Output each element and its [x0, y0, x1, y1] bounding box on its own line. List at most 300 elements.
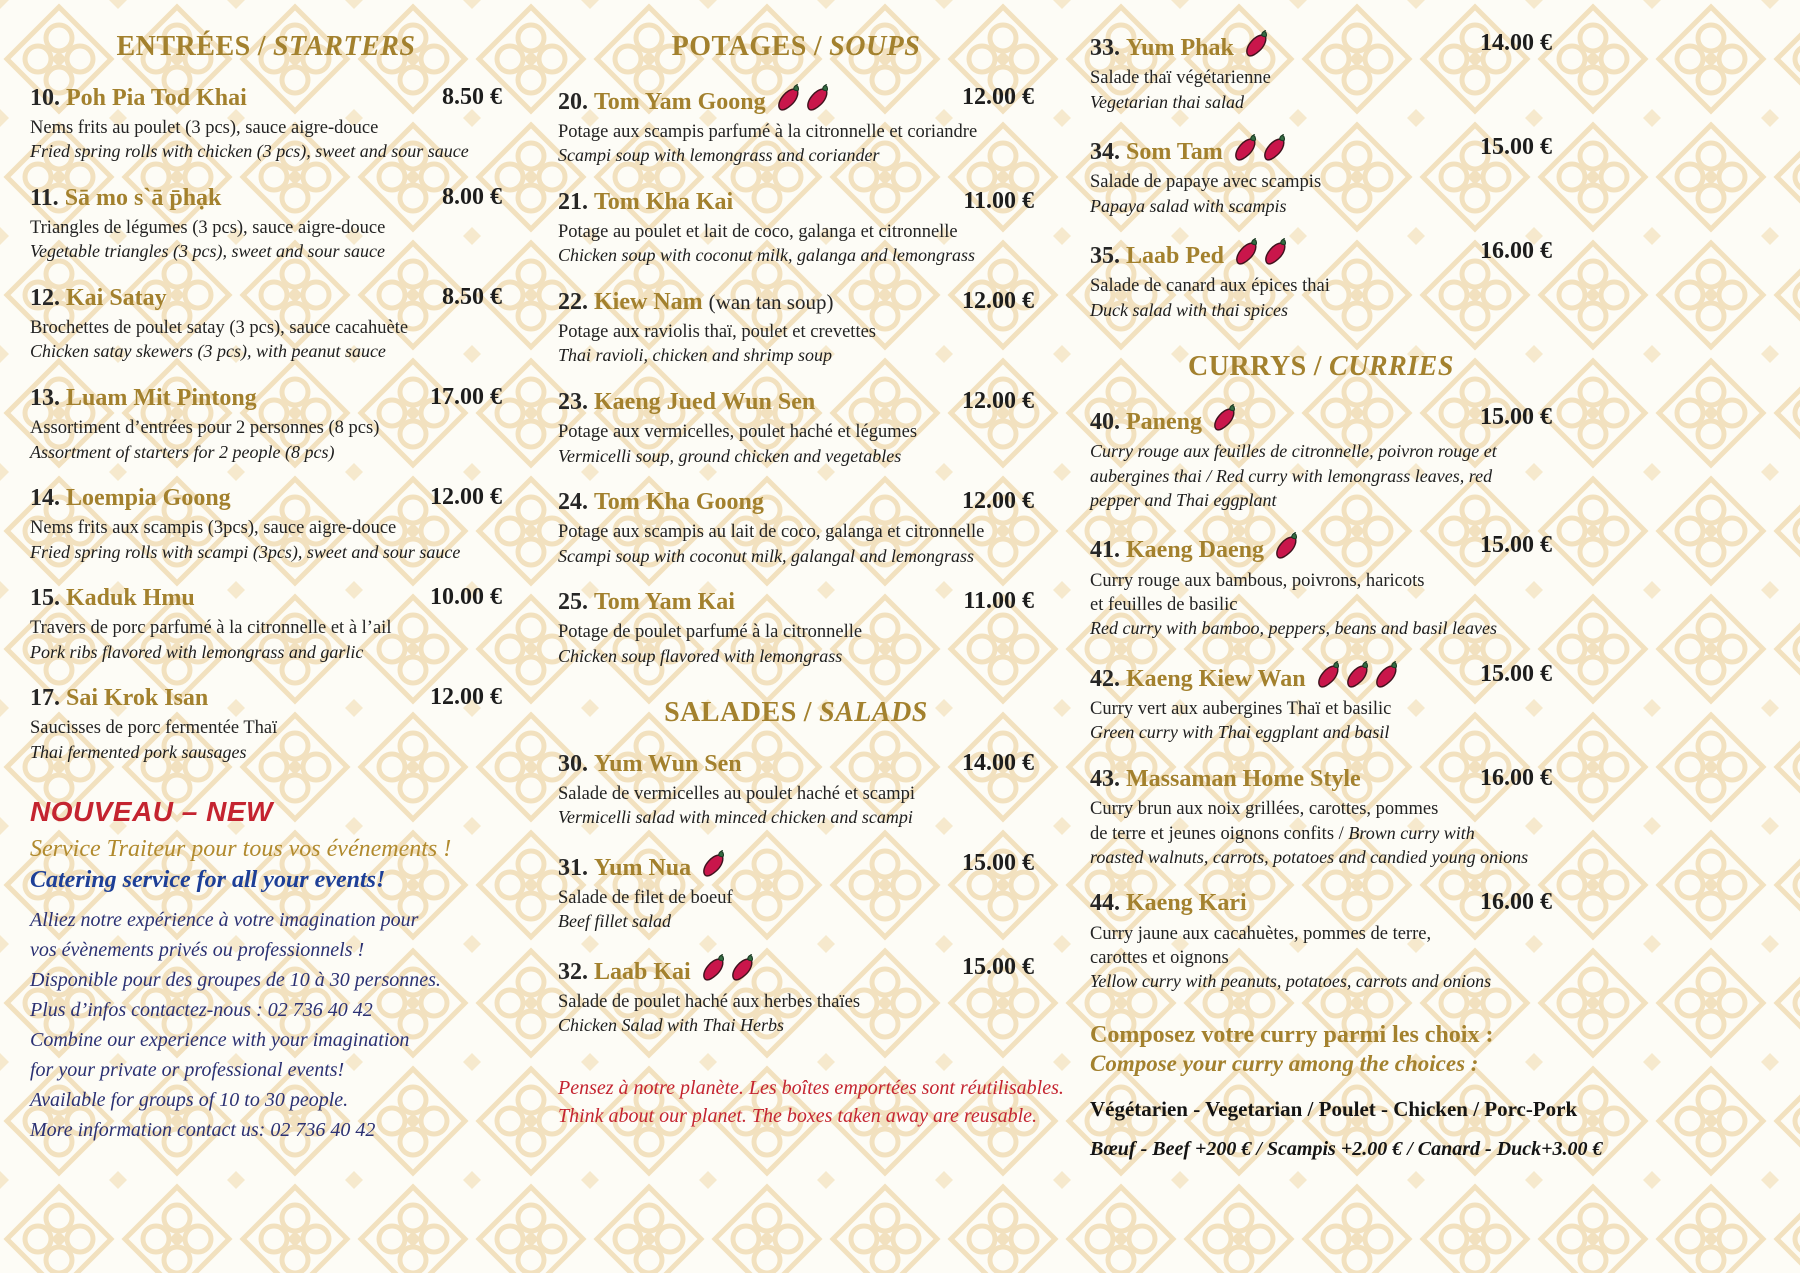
- item-description: [30, 416, 502, 465]
- description-line: [1090, 465, 1552, 489]
- item-header: [30, 484, 502, 513]
- item-header: [30, 584, 502, 613]
- description-en: Assortment of starters for 2 people (8 pcs): [30, 441, 335, 462]
- menu-item: [558, 288, 1034, 369]
- menu-item: [558, 488, 1034, 569]
- item-title: [1090, 765, 1361, 794]
- item-description: [558, 990, 1034, 1039]
- description-line: [30, 541, 502, 565]
- item-number: 31.: [558, 854, 588, 881]
- compose-title-fr: Composez votre curry parmi les choix :: [1090, 1021, 1494, 1048]
- item-header: [558, 750, 1034, 779]
- description-line: [1090, 822, 1552, 846]
- heading-separator: /: [813, 31, 823, 62]
- description-en: Curry rouge aux feuilles de citronnelle, poivron rouge et: [1090, 441, 1497, 462]
- heading-fr: SALADES: [664, 697, 797, 729]
- item-header: [558, 954, 1034, 987]
- item-description: [1090, 274, 1552, 323]
- item-price: 14.00 €: [1480, 30, 1552, 56]
- heading-en: CURRIES: [1329, 351, 1454, 383]
- description-en: Scampi soup with lemongrass and coriander: [558, 145, 880, 166]
- item-title: [558, 850, 727, 883]
- item-price: 12.00 €: [430, 684, 502, 711]
- item-header: [558, 84, 1034, 117]
- item-title: [30, 84, 247, 113]
- section-heading: [558, 30, 1034, 64]
- item-number: 35.: [1090, 243, 1120, 270]
- description-line: [558, 420, 1034, 444]
- menu-item: [1090, 532, 1552, 641]
- item-title: [30, 384, 257, 413]
- item-number: 21.: [558, 188, 588, 215]
- description-en: Brown curry with: [1348, 822, 1475, 843]
- dish-name: Kai Satay: [66, 284, 167, 311]
- dish-name: Sā mo s`ā p̄hạk: [64, 184, 222, 211]
- description-fr: Nems frits aux scampis (3pcs), sauce aigre-douce: [30, 518, 397, 539]
- section-heading: [30, 30, 502, 64]
- heading-separator: /: [803, 697, 813, 729]
- menu-item: [30, 584, 502, 665]
- item-number: 12.: [30, 284, 60, 311]
- menu-item: [30, 284, 502, 365]
- item-header: [30, 384, 502, 413]
- description-en: Red curry with bamboo, peppers, beans and basil leaves: [1090, 618, 1497, 639]
- description-line: [1090, 797, 1552, 821]
- spice-level: [776, 84, 831, 113]
- item-title: [558, 488, 764, 517]
- dish-name: Kiew Nam: [594, 288, 703, 315]
- description-line: [1090, 846, 1552, 870]
- spice-level: [1274, 532, 1300, 561]
- chili-icon: [701, 850, 727, 879]
- item-header: [30, 184, 502, 213]
- description-line: [30, 116, 502, 140]
- item-title: [558, 288, 833, 317]
- dish-name: Kaeng Kiew Wan: [1126, 665, 1306, 692]
- description-line: [30, 340, 502, 364]
- description-line: [30, 616, 502, 640]
- dish-name: Tom Yam Kai: [594, 588, 735, 615]
- spice-level: [1233, 134, 1288, 163]
- chili-icon: [1316, 661, 1342, 690]
- spice-level: [1316, 661, 1400, 690]
- item-header: [558, 488, 1034, 517]
- item-header: [1090, 30, 1552, 63]
- spice-level: [1234, 238, 1289, 267]
- item-title: [558, 588, 735, 617]
- menu-column: [1090, 30, 1603, 1161]
- item-title: [558, 388, 815, 417]
- description-en: Beef fillet salad: [558, 911, 671, 932]
- description-fr: Triangles de légumes (3 pcs), sauce aigre-douce: [30, 217, 386, 238]
- item-title: [30, 484, 231, 513]
- menu-item: [558, 84, 1034, 169]
- compose-curry-block: [1090, 1020, 1603, 1161]
- item-header: [558, 588, 1034, 617]
- item-title: [1090, 532, 1300, 565]
- description-fr: Curry jaune aux cacahuètes, pommes de terre,: [1090, 923, 1432, 944]
- description-fr: carottes et oignons: [1090, 948, 1229, 969]
- description-fr: Potage de poulet parfumé à la citronnelle: [558, 622, 863, 643]
- description-en: Vermicelli salad with minced chicken and scampi: [558, 807, 913, 828]
- description-line: [558, 806, 1034, 830]
- description-line: [558, 344, 1034, 368]
- menu-item: [30, 84, 502, 165]
- item-title: [1090, 30, 1270, 63]
- item-header: [30, 84, 502, 113]
- item-description: [558, 520, 1034, 569]
- description-en: pepper and Thai eggplant: [1090, 489, 1277, 510]
- item-header: [30, 284, 502, 313]
- description-line: [558, 545, 1034, 569]
- item-number: 30.: [558, 750, 588, 777]
- item-number: 14.: [30, 484, 60, 511]
- eco-note-line: Pensez à notre planète. Les boîtes emportées sont réutilisables.: [558, 1076, 1064, 1099]
- item-price: 15.00 €: [1480, 532, 1552, 559]
- promo-body-line: Disponible pour des groupes de 10 à 30 personnes.: [30, 968, 441, 991]
- heading-en: STARTERS: [272, 31, 416, 62]
- dish-name: Paneng: [1126, 408, 1203, 435]
- item-description: [558, 320, 1034, 369]
- item-description: [558, 420, 1034, 469]
- menu-item: [1090, 238, 1552, 323]
- item-price: 16.00 €: [1480, 764, 1552, 791]
- description-fr: Curry rouge aux bambous, poivrons, haricots: [1090, 570, 1425, 591]
- item-header: [1090, 661, 1552, 694]
- chili-icon: [1233, 134, 1259, 163]
- item-description: [1090, 797, 1552, 870]
- description-fr: Nems frits au poulet (3 pcs), sauce aigre-douce: [30, 117, 379, 138]
- dish-name: Kaduk Hmu: [66, 584, 195, 611]
- item-price: 15.00 €: [962, 849, 1034, 876]
- dish-name: Kaeng Daeng: [1126, 537, 1264, 564]
- item-header: [558, 288, 1034, 317]
- description-line: [30, 716, 502, 740]
- item-title: [1090, 134, 1288, 167]
- eco-note: [558, 1074, 1064, 1130]
- description-fr: Salade de canard aux épices thai: [1090, 276, 1330, 297]
- item-title: [558, 84, 831, 117]
- item-price: 8.00 €: [442, 183, 502, 210]
- item-price: 10.00 €: [430, 583, 502, 610]
- item-description: [30, 716, 502, 765]
- menu-item: [558, 588, 1034, 669]
- menu-item: [1090, 134, 1552, 219]
- promo-body-line: for your private or professional events!: [30, 1058, 345, 1081]
- chili-icon: [1345, 661, 1371, 690]
- item-title: [1090, 661, 1400, 694]
- description-line: [1090, 440, 1552, 464]
- item-number: 20.: [558, 88, 588, 115]
- description-en: aubergines thai / Red curry with lemongrass leaves, red: [1090, 465, 1493, 486]
- description-line: [558, 1014, 1034, 1038]
- item-title: [558, 750, 742, 779]
- item-title: [30, 184, 221, 213]
- description-line: [30, 316, 502, 340]
- description-en: Chicken soup flavored with lemongrass: [558, 645, 843, 666]
- chili-icon: [1244, 30, 1270, 59]
- item-description: [30, 216, 502, 265]
- item-description: [1090, 697, 1552, 746]
- dish-name: Kaeng Kari: [1126, 890, 1247, 917]
- description-en: Vegetarian thai salad: [1090, 91, 1244, 112]
- menu-item: [1090, 661, 1552, 746]
- description-fr: Curry vert aux aubergines Thaï et basilic: [1090, 699, 1392, 720]
- item-header: [1090, 889, 1552, 918]
- chili-icon: [730, 954, 756, 983]
- description-en: Vermicelli soup, ground chicken and vegetables: [558, 445, 902, 466]
- description-line: [558, 620, 1034, 644]
- item-title: [1090, 889, 1247, 918]
- description-fr: Salade de poulet haché aux herbes thaïes: [558, 992, 861, 1013]
- menu-item: [30, 484, 502, 565]
- item-number: 42.: [1090, 665, 1120, 692]
- dish-name: Massaman Home Style: [1126, 765, 1361, 792]
- description-line: [558, 782, 1034, 806]
- item-header: [558, 188, 1034, 217]
- dish-name: Kaeng Jued Wun Sen: [594, 388, 816, 415]
- item-number: 41.: [1090, 537, 1120, 564]
- item-description: [30, 116, 502, 165]
- menu-item: [1090, 404, 1552, 513]
- dish-name: Tom Kha Kai: [594, 188, 734, 215]
- item-description: [1090, 569, 1552, 642]
- item-description: [1090, 66, 1552, 115]
- description-line: [1090, 922, 1552, 946]
- description-fr: Assortiment d’entrées pour 2 personnes (8 pcs): [30, 418, 380, 439]
- heading-separator: /: [1313, 351, 1323, 383]
- chili-icon: [776, 84, 802, 113]
- chili-icon: [1274, 532, 1300, 561]
- item-title: [30, 284, 167, 313]
- description-fr: Potage aux scampis au lait de coco, galanga et citronnelle: [558, 522, 985, 543]
- curry-choices-line-1: Végétarien - Vegetarian / Poulet - Chicken / Porc-Pork: [1090, 1096, 1578, 1121]
- item-description: [558, 782, 1034, 831]
- dish-name: Luam Mit Pintong: [66, 384, 257, 411]
- dish-name: Yum Nua: [594, 854, 692, 881]
- description-en: Chicken satay skewers (3 pcs), with peanut sauce: [30, 341, 386, 362]
- description-en: Papaya salad with scampis: [1090, 195, 1287, 216]
- item-number: 32.: [558, 958, 588, 985]
- promo-line-gold: Service Traiteur pour tous vos événements !: [30, 836, 452, 863]
- description-line: [1090, 697, 1552, 721]
- description-en: Fried spring rolls with chicken (3 pcs), sweet and sour sauce: [30, 141, 469, 162]
- menu-item: [1090, 765, 1552, 870]
- menu-item: [1090, 889, 1552, 994]
- item-price: 15.00 €: [1480, 134, 1552, 161]
- description-en: Scampi soup with coconut milk, galangal and lemongrass: [558, 545, 974, 566]
- description-line: [1090, 593, 1552, 617]
- description-en: Duck salad with thai spices: [1090, 299, 1288, 320]
- description-fr: Potage aux raviolis thaï, poulet et crevettes: [558, 322, 876, 343]
- description-line: [1090, 274, 1552, 298]
- item-description: [1090, 440, 1552, 513]
- description-en: roasted walnuts, carrots, potatoes and candied young onions: [1090, 846, 1529, 867]
- item-number: 11.: [30, 184, 59, 211]
- item-price: 8.50 €: [442, 283, 502, 310]
- dish-name: Tom Kha Goong: [594, 488, 764, 515]
- chili-icon: [1262, 134, 1288, 163]
- description-en: Green curry with Thai eggplant and basil: [1090, 722, 1390, 743]
- dish-note: (wan tan soup): [708, 289, 834, 314]
- item-number: 25.: [558, 588, 588, 615]
- item-price: 12.00 €: [962, 83, 1034, 110]
- item-price: 15.00 €: [1480, 660, 1552, 687]
- menu-item: [558, 850, 1034, 935]
- item-title: [30, 584, 195, 613]
- section-heading: [1090, 350, 1552, 384]
- menu-item: [30, 684, 502, 765]
- section-heading: [558, 696, 1034, 730]
- item-title: [558, 954, 756, 987]
- heading-en: SOUPS: [829, 31, 921, 62]
- promo-body-line: Plus d’infos contactez-nous : 02 736 40 42: [30, 998, 373, 1021]
- dish-name: Som Tam: [1126, 139, 1223, 166]
- description-line: [1090, 170, 1552, 194]
- item-description: [558, 220, 1034, 269]
- item-number: 13.: [30, 384, 60, 411]
- description-fr: de terre et jeunes oignons confits /: [1090, 823, 1349, 844]
- item-number: 15.: [30, 584, 60, 611]
- spice-level: [1212, 404, 1238, 433]
- chili-icon: [1234, 238, 1260, 267]
- item-header: [1090, 532, 1552, 565]
- item-price: 15.00 €: [1480, 403, 1552, 430]
- item-description: [1090, 170, 1552, 219]
- item-description: [30, 616, 502, 665]
- item-header: [1090, 238, 1552, 271]
- description-en: Chicken soup with coconut milk, galanga and lemongrass: [558, 245, 975, 266]
- promo-body-line: vos évènements privés ou professionnels !: [30, 938, 365, 961]
- item-number: 22.: [558, 288, 588, 315]
- item-title: [1090, 238, 1289, 271]
- item-price: 11.00 €: [963, 187, 1034, 214]
- item-header: [558, 388, 1034, 417]
- description-fr: Salade de vermicelles au poulet haché et scampi: [558, 783, 916, 804]
- item-header: [1090, 765, 1552, 794]
- heading-fr: CURRYS: [1188, 351, 1307, 383]
- description-line: [1090, 946, 1552, 970]
- chili-icon: [1374, 661, 1400, 690]
- item-number: 43.: [1090, 765, 1120, 792]
- description-line: [30, 140, 502, 164]
- item-price: 11.00 €: [963, 587, 1034, 614]
- item-header: [1090, 404, 1552, 437]
- description-en: Fried spring rolls with scampi (3pcs), sweet and sour sauce: [30, 541, 461, 562]
- item-description: [558, 886, 1034, 935]
- description-line: [1090, 569, 1552, 593]
- chili-icon: [805, 84, 831, 113]
- description-line: [558, 220, 1034, 244]
- description-fr: Potage aux scampis parfumé à la citronnelle et coriandre: [558, 121, 978, 142]
- promo-body-line: More information contact us: 02 736 40 42: [30, 1118, 376, 1141]
- curry-choices-line-2: Bœuf - Beef +200 € / Scampis +2.00 € / Canard - Duck+3.00 €: [1090, 1137, 1603, 1160]
- description-line: [1090, 721, 1552, 745]
- heading-fr: POTAGES: [671, 31, 807, 62]
- menu-item: [1090, 30, 1552, 115]
- description-line: [558, 320, 1034, 344]
- menu-item: [558, 188, 1034, 269]
- item-number: 34.: [1090, 139, 1120, 166]
- description-en: Thai ravioli, chicken and shrimp soup: [558, 345, 832, 366]
- item-header: [1090, 134, 1552, 167]
- promo-body-line: Alliez notre expérience à votre imagination pour: [30, 908, 419, 931]
- promo-body-line: Combine our experience with your imagination: [30, 1028, 410, 1051]
- item-price: 16.00 €: [1480, 889, 1552, 916]
- spice-level: [1244, 30, 1270, 59]
- dish-name: Yum Phak: [1126, 35, 1234, 61]
- compose-title-en: Compose your curry among the choices :: [1090, 1050, 1479, 1076]
- description-line: [558, 120, 1034, 144]
- item-number: 24.: [558, 488, 588, 515]
- heading-en: SALADS: [819, 697, 928, 729]
- description-fr: Potage aux vermicelles, poulet haché et légumes: [558, 422, 918, 443]
- catering-promo: [30, 796, 502, 1144]
- description-en: Chicken Salad with Thai Herbs: [558, 1015, 784, 1036]
- spice-level: [701, 954, 756, 983]
- description-en: Thai fermented pork sausages: [30, 741, 247, 762]
- description-fr: Curry brun aux noix grillées, carottes, pommes: [1090, 799, 1439, 820]
- chili-icon: [1263, 238, 1289, 267]
- heading-fr: ENTRÉES: [116, 31, 251, 62]
- description-line: [558, 244, 1034, 268]
- item-number: 10.: [30, 84, 60, 111]
- promo-line-blue: Catering service for all your events!: [30, 867, 386, 894]
- dish-name: Tom Yam Goong: [594, 88, 766, 115]
- item-price: 15.00 €: [962, 953, 1034, 980]
- description-line: [558, 144, 1034, 168]
- item-number: 44.: [1090, 890, 1120, 917]
- item-description: [558, 620, 1034, 669]
- description-en: Vegetable triangles (3 pcs), sweet and sour sauce: [30, 241, 385, 262]
- promo-body-line: Available for groups of 10 to 30 people.: [30, 1088, 349, 1111]
- description-fr: et feuilles de basilic: [1090, 594, 1238, 615]
- item-price: 12.00 €: [962, 387, 1034, 414]
- description-fr: Salade thaï végétarienne: [1090, 68, 1271, 89]
- item-price: 8.50 €: [442, 83, 502, 110]
- description-line: [558, 886, 1034, 910]
- dish-name: Yum Wun Sen: [594, 750, 742, 777]
- spice-level: [701, 850, 727, 879]
- description-fr: Saucisses de porc fermentée Thaï: [30, 718, 278, 739]
- dish-name: Loempia Goong: [66, 484, 231, 511]
- item-title: [558, 188, 733, 217]
- menu-item: [558, 388, 1034, 469]
- description-line: [1090, 489, 1552, 513]
- description-line: [558, 520, 1034, 544]
- description-line: [1090, 91, 1552, 115]
- description-fr: Brochettes de poulet satay (3 pcs), sauce cacahuète: [30, 318, 409, 339]
- description-fr: Salade de papaye avec scampis: [1090, 172, 1322, 193]
- item-number: 17.: [30, 685, 60, 712]
- item-description: [1090, 922, 1552, 995]
- description-line: [1090, 970, 1552, 994]
- menu-column: [30, 30, 502, 1145]
- description-line: [30, 216, 502, 240]
- description-line: [30, 441, 502, 465]
- dish-name: Sai Krok Isan: [66, 685, 209, 712]
- description-line: [558, 445, 1034, 469]
- description-line: [1090, 617, 1552, 641]
- description-fr: Travers de porc parfumé à la citronnelle et à l’ail: [30, 618, 392, 639]
- description-line: [30, 416, 502, 440]
- item-description: [30, 316, 502, 365]
- chili-icon: [701, 954, 727, 983]
- item-title: [30, 684, 208, 713]
- item-price: 16.00 €: [1480, 238, 1552, 265]
- description-line: [30, 741, 502, 765]
- description-line: [558, 910, 1034, 934]
